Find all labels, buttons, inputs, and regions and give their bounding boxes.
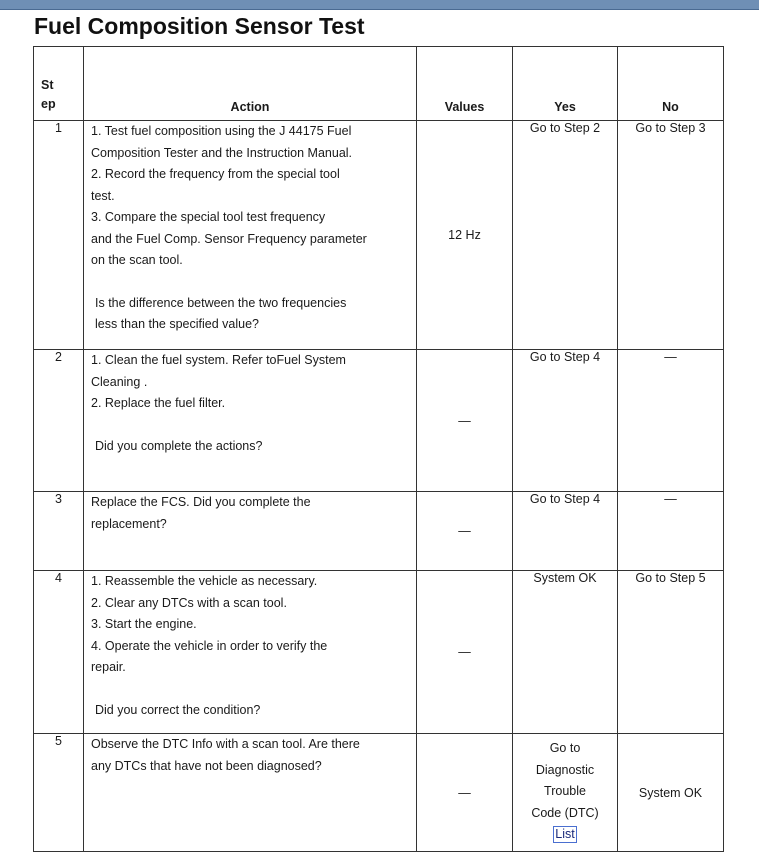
table-row	[34, 492, 724, 571]
action-cell: Observe the DTC Info with a scan tool. Are there any DTCs that have not been diagnosed?	[84, 734, 417, 852]
yes-cell: Go to Diagnostic Trouble Code (DTC) List	[513, 734, 618, 852]
dtc-list-link[interactable]: List	[555, 827, 575, 841]
no-cell: Go to Step 5	[618, 571, 724, 734]
action-cell: 1. Reassemble the vehicle as necessary. 2. Clear any DTCs with a scan tool. 3. Start the engine. 4. Operate the vehicle in order to verify the repair. Did you correct the condition?	[84, 571, 417, 734]
step-number: 4	[34, 571, 84, 734]
step-number: 2	[34, 350, 84, 492]
value-cell: —	[417, 492, 513, 571]
step-number: 3	[34, 492, 84, 571]
header-values: Values	[417, 47, 513, 121]
header-action: Action	[84, 47, 417, 121]
value-cell: 12 Hz	[417, 121, 513, 350]
action-cell: Replace the FCS. Did you complete the replacement?	[84, 492, 417, 571]
yes-cell: Go to Step 2	[513, 121, 618, 350]
table-row	[34, 350, 724, 492]
table-row	[34, 734, 724, 852]
yes-cell: Go to Step 4	[513, 492, 618, 571]
header-step: St ep	[34, 47, 84, 121]
yes-cell: System OK	[513, 571, 618, 734]
header-yes: Yes	[513, 47, 618, 121]
yes-cell: Go to Step 4	[513, 350, 618, 492]
no-cell: —	[618, 350, 724, 492]
value-cell: —	[417, 734, 513, 852]
header-no: No	[618, 47, 724, 121]
step-number: 5	[34, 734, 84, 852]
table-header-row	[34, 47, 724, 121]
no-cell: Go to Step 3	[618, 121, 724, 350]
no-cell: System OK	[618, 734, 724, 852]
diagnostic-table	[33, 46, 724, 852]
action-cell: 1. Test fuel composition using the J 44175 Fuel Composition Tester and the Instruction Manual. 2. Record the frequency from the special tool test. 3. Compare the special tool test frequency and the Fuel Comp. Sensor Frequency parameter on the scan tool. Is the difference between the two frequencies less than the specified value?	[84, 121, 417, 350]
action-cell: 1. Clean the fuel system. Refer toFuel System Cleaning . 2. Replace the fuel filter. Did you complete the actions?	[84, 350, 417, 492]
value-cell: —	[417, 350, 513, 492]
step-number: 1	[34, 121, 84, 350]
value-cell: —	[417, 571, 513, 734]
page-title: Fuel Composition Sensor Test	[34, 13, 365, 39]
table-row	[34, 121, 724, 350]
table-row	[34, 571, 724, 734]
window-top-bar	[0, 0, 759, 10]
no-cell: —	[618, 492, 724, 571]
